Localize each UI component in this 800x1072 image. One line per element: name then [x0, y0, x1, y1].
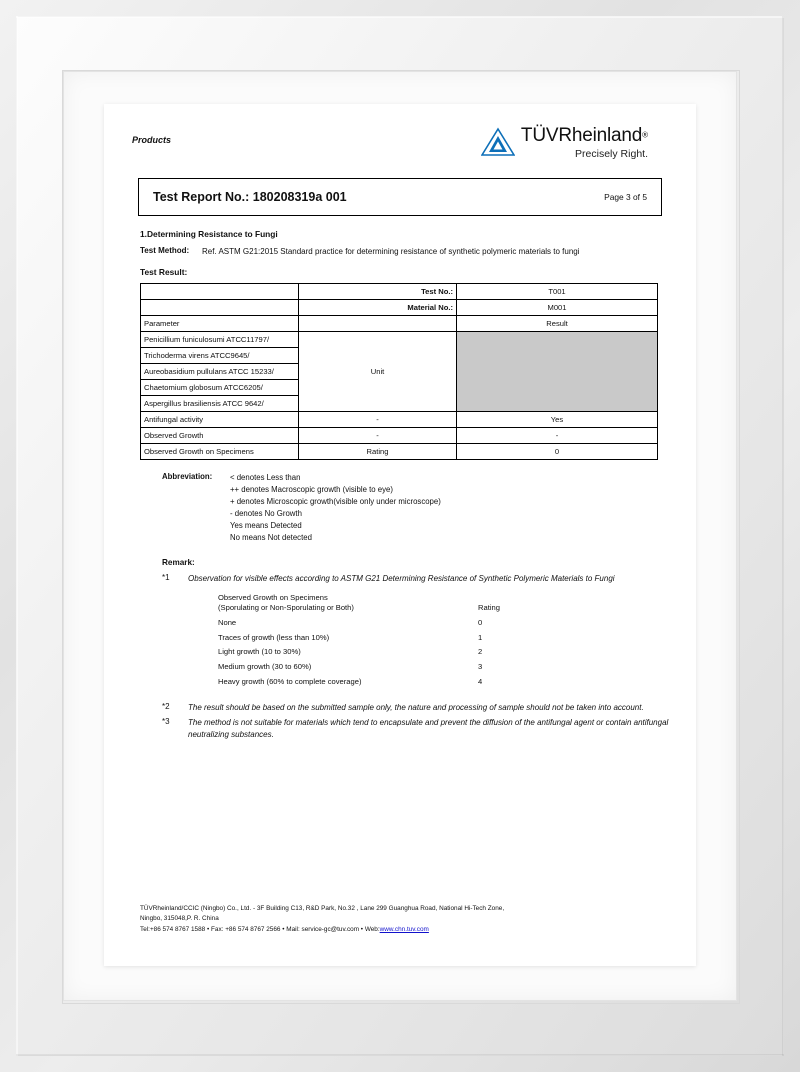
result-blank-cell	[457, 331, 658, 411]
rating-header-line2: (Sporulating or Non-Sporulating or Both)	[218, 603, 354, 613]
section-heading: 1.Determining Resistance to Fungi	[140, 229, 278, 239]
table-row	[141, 411, 658, 427]
col-parameter: Parameter	[141, 315, 299, 331]
rating-name: Light growth (10 to 30%)	[218, 647, 301, 657]
table-row	[141, 283, 658, 299]
remark-superscript: *2	[162, 701, 170, 711]
organism-5: Aspergillus brasiliensis ATCC 9642/	[141, 395, 299, 411]
footer-contact-line: Tel:+86 574 8767 1588 • Fax: +86 574 8767 2566 • Mail: service-gc@tuv.com • Web:	[140, 925, 380, 933]
rating-name: None	[218, 617, 237, 627]
rating-row	[218, 675, 538, 690]
row-unit: -	[299, 427, 457, 443]
remark-heading: Remark:	[162, 558, 195, 568]
rating-scale-table	[218, 593, 538, 690]
products-label: Products	[132, 135, 172, 145]
test-method-label: Test Method:	[140, 246, 190, 255]
abbreviation-line: ++ denotes Macroscopic growth (visible to eye)	[230, 484, 393, 494]
table-row	[141, 427, 658, 443]
tuv-triangle-icon	[481, 127, 515, 157]
test-result-table	[140, 283, 658, 460]
table-row	[141, 443, 658, 459]
rating-header-line1: Observed Growth on Specimens	[218, 593, 328, 603]
abbreviation-line: + denotes Microscopic growth(visible only under microscope)	[230, 496, 441, 506]
abbreviation-label: Abbreviation:	[162, 471, 213, 481]
frame-edge-right	[782, 16, 784, 1056]
material-no-value: M001	[457, 299, 658, 315]
footer-address-line2: Ningbo, 315048,P. R. China	[140, 915, 219, 923]
rating-name: Heavy growth (60% to complete coverage)	[218, 677, 362, 687]
rating-value: 4	[478, 677, 483, 687]
report-title-box	[138, 178, 662, 216]
abbreviation-block	[162, 472, 670, 544]
row-parameter: Antifungal activity	[141, 411, 299, 427]
rating-header-value: Rating	[478, 603, 500, 613]
test-result-label: Test Result:	[140, 266, 188, 277]
rating-row	[218, 660, 538, 675]
col-result: Result	[457, 315, 658, 331]
logo-registered-mark: ®	[642, 130, 648, 140]
organism-4: Chaetomium globosum ATCC6205/	[141, 379, 299, 395]
table-row	[141, 331, 658, 347]
remark-item-3	[162, 717, 670, 741]
organism-2: Trichoderma virens ATCC9645/	[141, 347, 299, 363]
remark-text: The method is not suitable for materials which tend to encapsulate and prevent the diffusion of the antifungal agent or contain antifungal neutralizing substances.	[188, 717, 669, 739]
remark-superscript: *1	[162, 573, 170, 583]
abbreviation-line: - denotes No Growth	[230, 508, 302, 518]
frame-edge-left	[16, 16, 18, 1056]
organism-3: Aureobasidium pullulans ATCC 15233/	[141, 363, 299, 379]
abbreviation-line: Yes means Detected	[230, 520, 302, 530]
document-header	[132, 126, 670, 170]
rating-name: Medium growth (30 to 60%)	[218, 662, 312, 672]
rating-row	[218, 631, 538, 646]
footer-address-line1: TÜVRheinland/CCIC (Ningbo) Co., Ltd. - 3F Building C13, R&D Park, No.32 , Lane 299 Guanghua Road, National Hi-Tech Zone,	[140, 905, 505, 912]
rating-header-row	[218, 593, 538, 616]
test-method-row	[140, 246, 670, 258]
logo-wordmark: TÜVRheinland	[520, 125, 643, 146]
remark-text: Observation for visible effects according to ASTM G21 Determining Resistance of Synthetic Polymeric Materials to Fungi	[188, 574, 615, 584]
row-result: Yes	[457, 411, 658, 427]
rating-value: 0	[478, 617, 483, 627]
organism-1: Penicillium funiculosumi ATCC11797/	[141, 331, 299, 347]
material-no-label: Material No.:	[299, 299, 457, 315]
remark-text: The result should be based on the submitted sample only, the nature and processing of sample should not be taken into account.	[188, 702, 644, 712]
abbreviation-line: < denotes Less than	[230, 472, 301, 482]
rating-row	[218, 616, 538, 631]
row-result: 0	[457, 443, 658, 459]
logo-tagline: Precisely Right.	[575, 148, 648, 160]
row-parameter: Observed Growth	[141, 427, 299, 443]
rating-row	[218, 645, 538, 660]
frame-edge-top	[16, 16, 784, 18]
tuv-rheinland-logo	[481, 126, 670, 160]
frame-edge-bottom	[16, 1054, 784, 1056]
test-no-value: T001	[457, 283, 658, 299]
abbreviation-line: No means Not detected	[230, 532, 312, 542]
footer-website-link[interactable]: www.chn.tuv.com	[379, 925, 429, 933]
row-unit: Rating	[299, 443, 457, 459]
remark-item-2	[162, 702, 670, 714]
table-row	[141, 299, 658, 315]
report-number: Test Report No.: 180208319a 001	[153, 190, 347, 204]
row-result: -	[457, 427, 658, 443]
rating-name: Traces of growth (less than 10%)	[218, 632, 330, 642]
document-page	[104, 104, 696, 966]
remark-item-1	[162, 573, 670, 585]
rating-value: 1	[478, 632, 483, 642]
rating-value: 2	[478, 647, 483, 657]
row-unit: -	[299, 411, 457, 427]
document-footer	[140, 904, 660, 935]
test-no-label: Test No.:	[299, 283, 457, 299]
rating-value: 3	[478, 662, 483, 672]
test-method-value: Ref. ASTM G21:2015 Standard practice for determining resistance of synthetic polymeric materials to fungi	[202, 247, 580, 256]
page-number: Page 3 of 5	[604, 192, 647, 202]
row-parameter: Observed Growth on Specimens	[141, 443, 299, 459]
remark-superscript: *3	[162, 716, 170, 726]
unit-cell: Unit	[299, 331, 457, 411]
table-header-row	[141, 315, 658, 331]
